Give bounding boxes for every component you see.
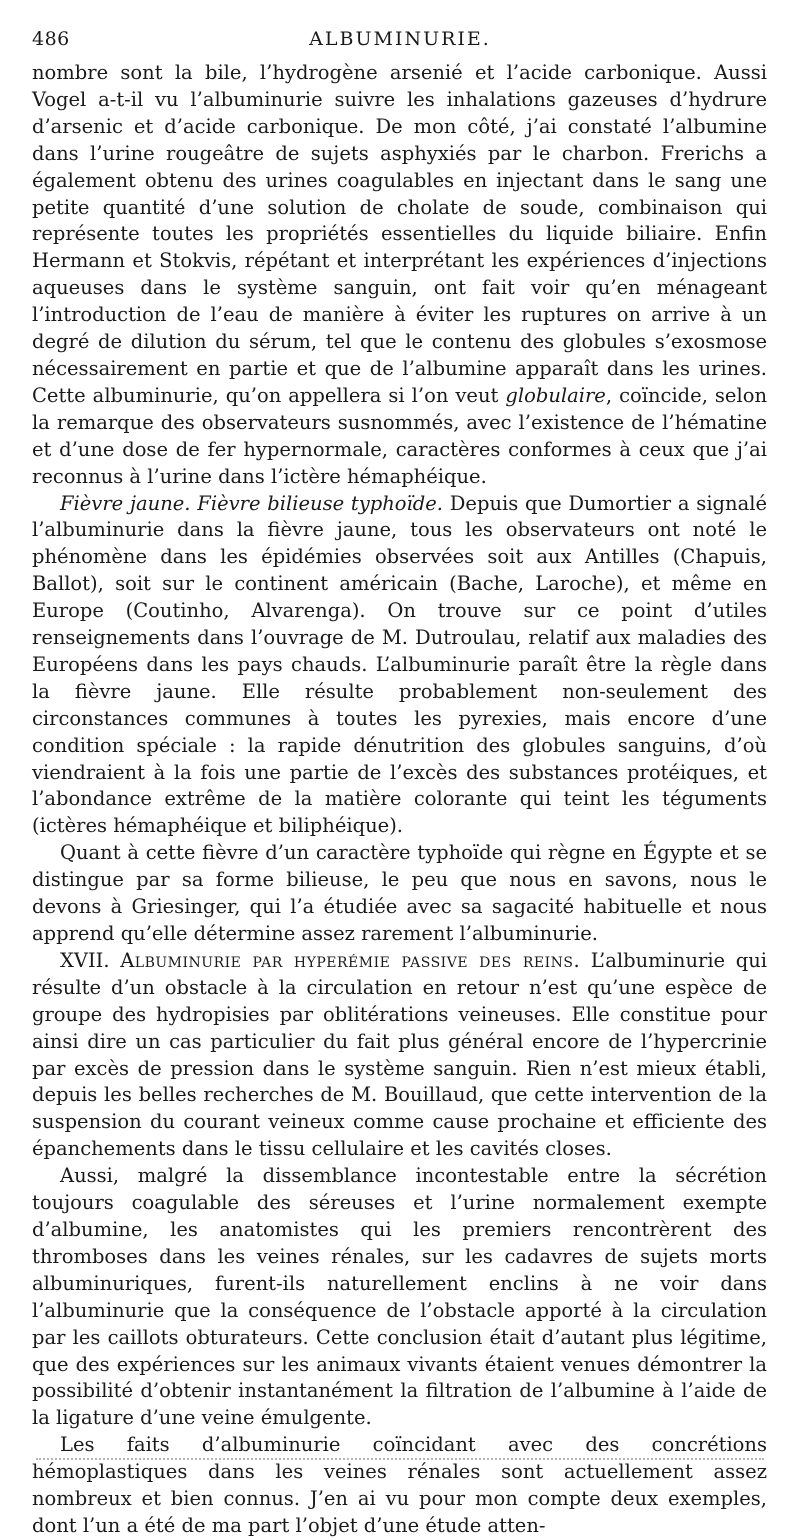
paragraph-text: nombre sont la bile, l’hydrogène arsenié et l’acide carbonique. Aussi Vogel a-t-il vu l’albuminurie suivre les inhalations gazeuses d’hydrure d’arsenic et d’acide carbonique. De mon côté, j’ai constaté l’albumine dans l’urine rougeâtre de sujets asphyxiés par le charbon. Frerichs a également obtenu des urines coagulables en injectant dans le sang une petite quantité d’une solution de cholate de soude, combinaison qui représente toutes les propriétés essentielles du liquide biliaire. Enfin Hermann et Stokvis, répétant et interprétant les expériences d’injections aqueuses dans le système sanguin, ont fait voir qu’en ménageant l’introduction de l’eau de manière à éviter les ruptures on arrive à un degré de dilution du sérum, tel que le contenu des globules s’exosmose nécessairement en partie et que de l’albumine apparaît dans les urines. Cette albuminurie, qu’on appellera si l’on veut — [32, 61, 767, 407]
paragraph-lead-heading: Fièvre jaune. Fièvre bilieuse typhoïde. — [60, 491, 443, 515]
paragraph-text-tail: , coïncide, selon la remarque des observateurs susnommés, avec l’existence de l’hématine et d’une dose de fer hypernormale, caractères conformes à ceux que j’ai reconnus à l’urine dans l’ictère hémaphéique. — [32, 383, 768, 488]
paragraph-2 — [32, 491, 767, 841]
italic-term: globulaire — [505, 383, 606, 407]
running-title: ALBUMINURIE. — [309, 28, 491, 50]
paragraph-text: Les faits d’albuminurie coïncidant avec des concrétions hémoplastiques dans les veines rénales sont actuellement assez nombreux et bien connus. J’en ai vu pour mon compte deux exemples, dont l’un a été de ma part l’objet d’une étude atten- — [32, 1433, 767, 1537]
paragraph-text: L’albuminurie qui résulte d’un obstacle à la circulation en retour n’est qu’une espèce de groupe des hydropisies par oblitérations veineuses. Elle constitue pour ainsi dire un cas particulier du fait plus général encore de l’hypercrinie par excès de pression dans le système sanguin. Rien n’est mieux établi, depuis les belles recherches de M. Bouillaud, que cette intervention de la suspension du courant veineux comme cause prochaine et efficiente des épanchements dans le tissu cellulaire et les cavités closes. — [32, 948, 768, 1161]
section-title: Albuminurie par hyperémie passive des reins. — [120, 948, 581, 972]
paragraph-4-section — [32, 948, 767, 1163]
paragraph-3 — [32, 840, 767, 948]
paragraph-text: Aussi, malgré la dissemblance incontestable entre la sécrétion toujours coagulable des séreuses et l’urine normalement exempte d’albumine, les anatomistes qui les premiers rencontrèrent des thromboses dans les veines rénales, sur les cadavres de sujets morts albuminuriques, furent-ils naturellement enclins à ne voir dans l’albuminurie que la conséquence de l’obstacle apporté à la circulation par les caillots obturateurs. Cette conclusion était d’autant plus légitime, que des expériences sur les animaux vivants étaient venues démontrer la possibilité d’obtenir instantanément la filtration de l’albumine à l’aide de la ligature d’une veine émulgente. — [32, 1164, 767, 1430]
page-body — [32, 60, 767, 1540]
paragraph-5 — [32, 1163, 767, 1432]
paragraph-text: Quant à cette fièvre d’un caractère typhoïde qui règne en Égypte et se distingue par sa forme bilieuse, le peu que nous en savons, nous le devons à Griesinger, qui l’a étudiée avec sa sagacité habituelle et nous apprend qu’elle détermine assez rarement l’albuminurie. — [32, 841, 767, 945]
scan-noise-line — [36, 1458, 764, 1464]
page-number: 486 — [32, 28, 70, 50]
paragraph-6 — [32, 1432, 767, 1540]
section-number: XVII. — [60, 948, 110, 972]
paragraph-text: Depuis que Dumortier a signalé l’albuminurie dans la fièvre jaune, tous les observateurs ont noté le phénomène dans les épidémies observées soit aux Antilles (Chapuis, Ballot), soit sur le continent américain (Bache, Laroche), et même en Europe (Coutinho, Alvarenga). On trouve sur ce point d’utiles renseignements dans l’ouvrage de M. Dutroulau, relatif aux maladies des Européens dans les pays chauds. L’albuminurie paraît être la règle dans la fièvre jaune. Elle résulte probablement non-seulement des circonstances communes à toutes les pyrexies, mais encore d’une condition spéciale : la rapide dénutrition des globules sanguins, d’où viendraient à la fois une partie de l’excès des substances protéiques, et l’abondance extrême de la matière colorante qui teint les téguments (ictères hémaphéique et biliphéique). — [32, 491, 767, 838]
page-header — [32, 28, 768, 56]
paragraph-1 — [32, 60, 767, 491]
